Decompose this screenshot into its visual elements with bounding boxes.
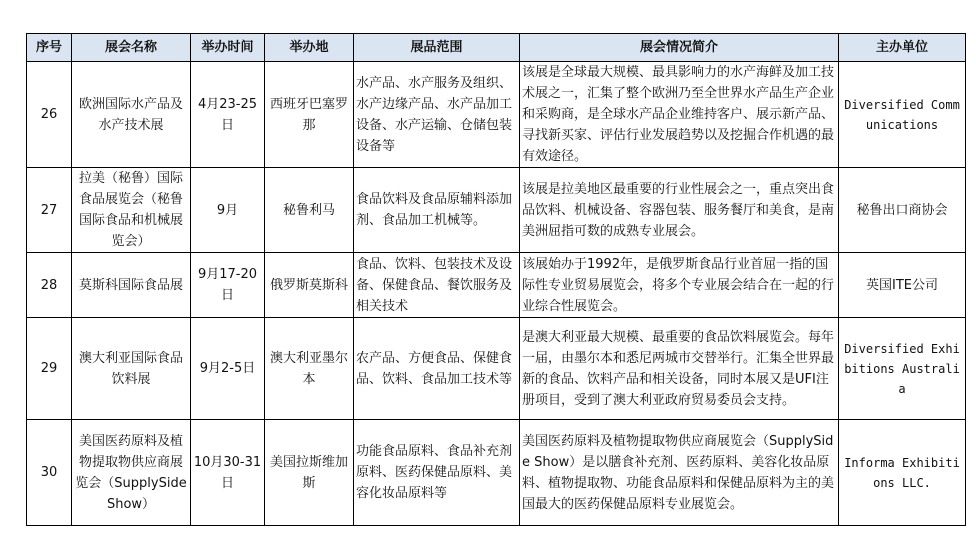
cell-scope: 水产品、水产服务及组织、水产边缘产品、水产品加工设备、水产运输、仓储包装设备等 — [354, 62, 520, 168]
table-row — [27, 318, 966, 420]
table-row — [27, 168, 966, 253]
cell-name: 莫斯科国际食品展 — [72, 253, 191, 318]
header-intro: 展会情况简介 — [520, 34, 839, 62]
cell-scope: 农产品、方便食品、保健食品、饮料、食品加工技术等 — [354, 318, 520, 420]
cell-organizer: Diversified Communications — [839, 62, 966, 168]
header-place: 举办地 — [265, 34, 354, 62]
cell-place: 澳大利亚墨尔本 — [265, 318, 354, 420]
cell-place: 西班牙巴塞罗那 — [265, 62, 354, 168]
cell-time: 9月 — [191, 168, 265, 253]
table-row — [27, 253, 966, 318]
cell-no: 26 — [27, 62, 72, 168]
cell-scope: 食品饮料及食品原辅料添加剂、食品加工机械等。 — [354, 168, 520, 253]
cell-no: 28 — [27, 253, 72, 318]
cell-name: 澳大利亚国际食品饮料展 — [72, 318, 191, 420]
header-organizer: 主办单位 — [839, 34, 966, 62]
cell-intro: 该展是全球最大规模、最具影响力的水产海鲜及加工技术展之一，汇集了整个欧洲乃至全世界水产品生产企业和采购商，是全球水产品企业维持客户、展示新产品、寻找新买家、评估行业发展趋势以及挖掘合作机遇的最有效途径。 — [520, 62, 839, 168]
cell-time: 4月23-25日 — [191, 62, 265, 168]
cell-organizer: Diversified Exhibitions Australia — [839, 318, 966, 420]
header-no: 序号 — [27, 34, 72, 62]
header-row — [27, 34, 966, 62]
exhibition-table — [26, 33, 966, 526]
table-row — [27, 420, 966, 526]
cell-time: 10月30-31日 — [191, 420, 265, 526]
cell-intro: 该展始办于1992年，是俄罗斯食品行业首屈一指的国际性专业贸易展览会，将多个专业展会结合在一起的行业综合性展览会。 — [520, 253, 839, 318]
cell-scope: 功能食品原料、食品补充剂原料、医药保健品原料、美容化妆品原料等 — [354, 420, 520, 526]
cell-place: 秘鲁利马 — [265, 168, 354, 253]
cell-organizer: 秘鲁出口商协会 — [839, 168, 966, 253]
cell-scope: 食品、饮料、包装技术及设备、保健食品、餐饮服务及相关技术 — [354, 253, 520, 318]
cell-organizer: Informa Exhibitions LLC. — [839, 420, 966, 526]
cell-no: 27 — [27, 168, 72, 253]
header-name: 展会名称 — [72, 34, 191, 62]
cell-name: 美国医药原料及植物提取物供应商展览会（SupplySide Show） — [72, 420, 191, 526]
cell-intro: 美国医药原料及植物提取物供应商展览会（SupplySide Show）是以膳食补充剂、医药原料、美容化妆品原料、植物提取物、功能食品原料和保健品原料为主的美国最大的医药保健品原料专业展览会。 — [520, 420, 839, 526]
cell-intro: 该展是拉美地区最重要的行业性展会之一，重点突出食品饮料、机械设备、容器包装、服务餐厅和美食，是南美洲屈指可数的成熟专业展会。 — [520, 168, 839, 253]
cell-intro: 是澳大利亚最大规模、最重要的食品饮料展览会。每年一届，由墨尔本和悉尼两城市交替举行。汇集全世界最新的食品、饮料产品和相关设备，同时本展又是UFI注册项目，受到了澳大利亚政府贸易委员会支持。 — [520, 318, 839, 420]
cell-time: 9月17-20日 — [191, 253, 265, 318]
cell-no: 30 — [27, 420, 72, 526]
header-scope: 展品范围 — [354, 34, 520, 62]
cell-place: 美国拉斯维加斯 — [265, 420, 354, 526]
table-row — [27, 62, 966, 168]
cell-organizer: 英国ITE公司 — [839, 253, 966, 318]
cell-name: 拉美（秘鲁）国际食品展览会（秘鲁国际食品和机械展览会） — [72, 168, 191, 253]
cell-time: 9月2-5日 — [191, 318, 265, 420]
header-time: 举办时间 — [191, 34, 265, 62]
cell-name: 欧洲国际水产品及水产技术展 — [72, 62, 191, 168]
cell-no: 29 — [27, 318, 72, 420]
cell-place: 俄罗斯莫斯科 — [265, 253, 354, 318]
